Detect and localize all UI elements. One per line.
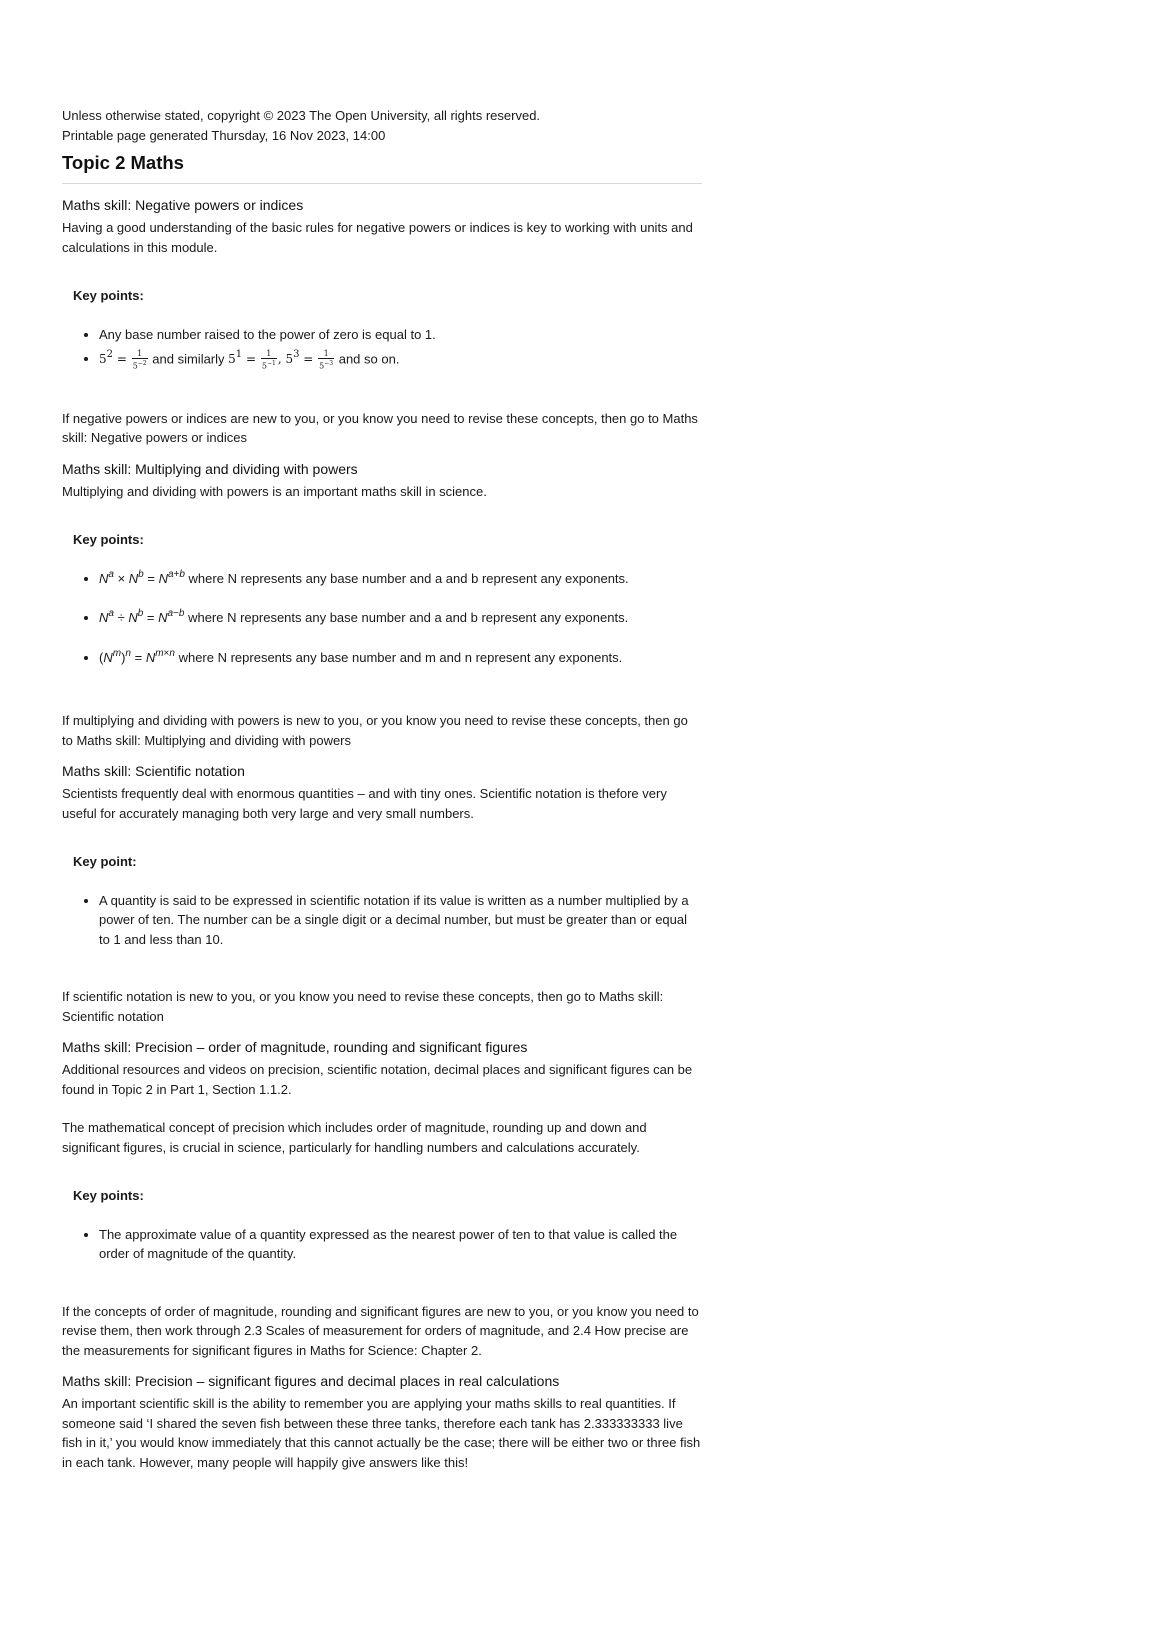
list-item	[99, 569, 691, 589]
list-item: • The approximate value of a quantity expressed as the nearest power of ten to that value is called the order of magnitude of the quantity.	[99, 1225, 691, 1264]
page-title: Topic 2 Maths	[62, 151, 702, 184]
section-paragraph: The mathematical concept of precision which includes order of magnitude, rounding up and down and significant figures, is crucial in science, particularly for handling numbers and calculations accurately.	[62, 1120, 647, 1155]
text-fragment: and so on.	[338, 351, 400, 367]
section-intro: An important scientific skill is the ability to remember you are applying your maths skills to real quantities. If someone said ‘I shared the seven fish between these three tanks, therefore each tank has 2.333333333 live fish in it,’ you would know immediately that this cannot actually be the case; there will be either two or three fish in each tank. However, many people will happily give answers like this!	[62, 1396, 701, 1470]
section-heading-precision-order-of-magnitude: Maths skill: Precision – order of magnitude, rounding and significant figures	[62, 1039, 528, 1056]
text-fragment: and similarly	[152, 351, 225, 367]
formula: $5^1$ = $\frac{1}{5^{-1}}$ , $5^3$ = $\frac{1}{5^{-3}}$	[228, 349, 334, 371]
section-outro: If negative powers or indices are new to you, or you know you need to revise these concepts, then go to Maths skill: Negative powers or indices	[62, 410, 698, 446]
key-points-box	[62, 1186, 702, 1264]
key-points-box	[62, 530, 702, 667]
document-page	[62, 106, 702, 1472]
section-outro: If scientific notation is new to you, or you know you need to revise these concepts, then go to Maths skill: Scientific notation	[62, 989, 664, 1024]
key-points-label: Key points:	[73, 288, 144, 303]
key-points-label: Key point:	[73, 854, 137, 870]
list-item-text: where N represents any base number and a and b represent any exponents.	[188, 610, 629, 626]
key-points-list	[73, 891, 691, 950]
formula: $5^2$ = $\frac{1}{5^{-2}}$	[99, 349, 147, 371]
list-item	[99, 648, 691, 668]
generated-timestamp: Printable page generated Thursday, 16 Nov 2023, 14:00	[62, 127, 386, 143]
section-heading-negative-powers: Maths skill: Negative powers or indices	[62, 197, 304, 213]
key-points-list	[73, 569, 691, 668]
key-points-box	[62, 286, 702, 371]
key-points-list	[73, 1225, 691, 1264]
list-item: • Any base number raised to the power of zero is equal to 1.	[99, 325, 691, 345]
section-outro: If multiplying and dividing with powers is new to you, or you know you need to revise these concepts, then go to Maths skill: Multiplying and dividing with powers	[62, 713, 688, 748]
section-intro: Having a good understanding of the basic rules for negative powers or indices is key to working with units and calculations in this module.	[62, 220, 693, 255]
key-points-box	[62, 852, 702, 949]
list-item	[99, 349, 691, 371]
section-heading-precision-real-calculations: Maths skill: Precision – significant figures and decimal places in real calculations	[62, 1373, 560, 1390]
copyright-notice: Unless otherwise stated, copyright © 2023 The Open University, all rights reserved.	[62, 108, 541, 123]
formula: $N^a \times N^b = N^{a+b}$	[99, 568, 185, 586]
section-outro: If the concepts of order of magnitude, rounding and significant figures are new to you, or you know you need to revise them, then work through 2.3 Scales of measurement for orders of magnitude, and 2.4 How precise are the measurements for significant figures in Maths for Science: Chapter 2.	[62, 1303, 699, 1358]
list-item	[99, 608, 691, 628]
key-points-list	[73, 325, 691, 371]
key-points-label: Key points:	[73, 1188, 144, 1204]
formula: $N^a \div N^b = N^{a-b}$	[99, 608, 185, 626]
list-item: • A quantity is said to be expressed in scientific notation if its value is written as a number multiplied by a power of ten. The number can be a single digit or a decimal number, but must be greater than or equal to 1 and less than 10.	[99, 891, 691, 950]
section-intro: Multiplying and dividing with powers is an important maths skill in science.	[62, 483, 487, 499]
list-item-text: where N represents any base number and m and n represent any exponents.	[178, 649, 623, 665]
section-intro: Scientists frequently deal with enormous quantities – and with tiny ones. Scientific notation is thefore very useful for accurately managing both very large and very small numbers.	[62, 786, 667, 821]
section-heading-multiplying-dividing: Maths skill: Multiplying and dividing with powers	[62, 460, 358, 477]
list-item-text: where N represents any base number and a and b represent any exponents.	[188, 570, 629, 586]
section-intro: Additional resources and videos on precision, scientific notation, decimal places and significant figures can be found in Topic 2 in Part 1, Section 1.1.2.	[62, 1062, 693, 1097]
section-heading-scientific-notation: Maths skill: Scientific notation	[62, 763, 245, 780]
key-points-label: Key points:	[73, 532, 144, 548]
formula: $(N^m)^n = N^{m\times n}$	[99, 647, 175, 665]
